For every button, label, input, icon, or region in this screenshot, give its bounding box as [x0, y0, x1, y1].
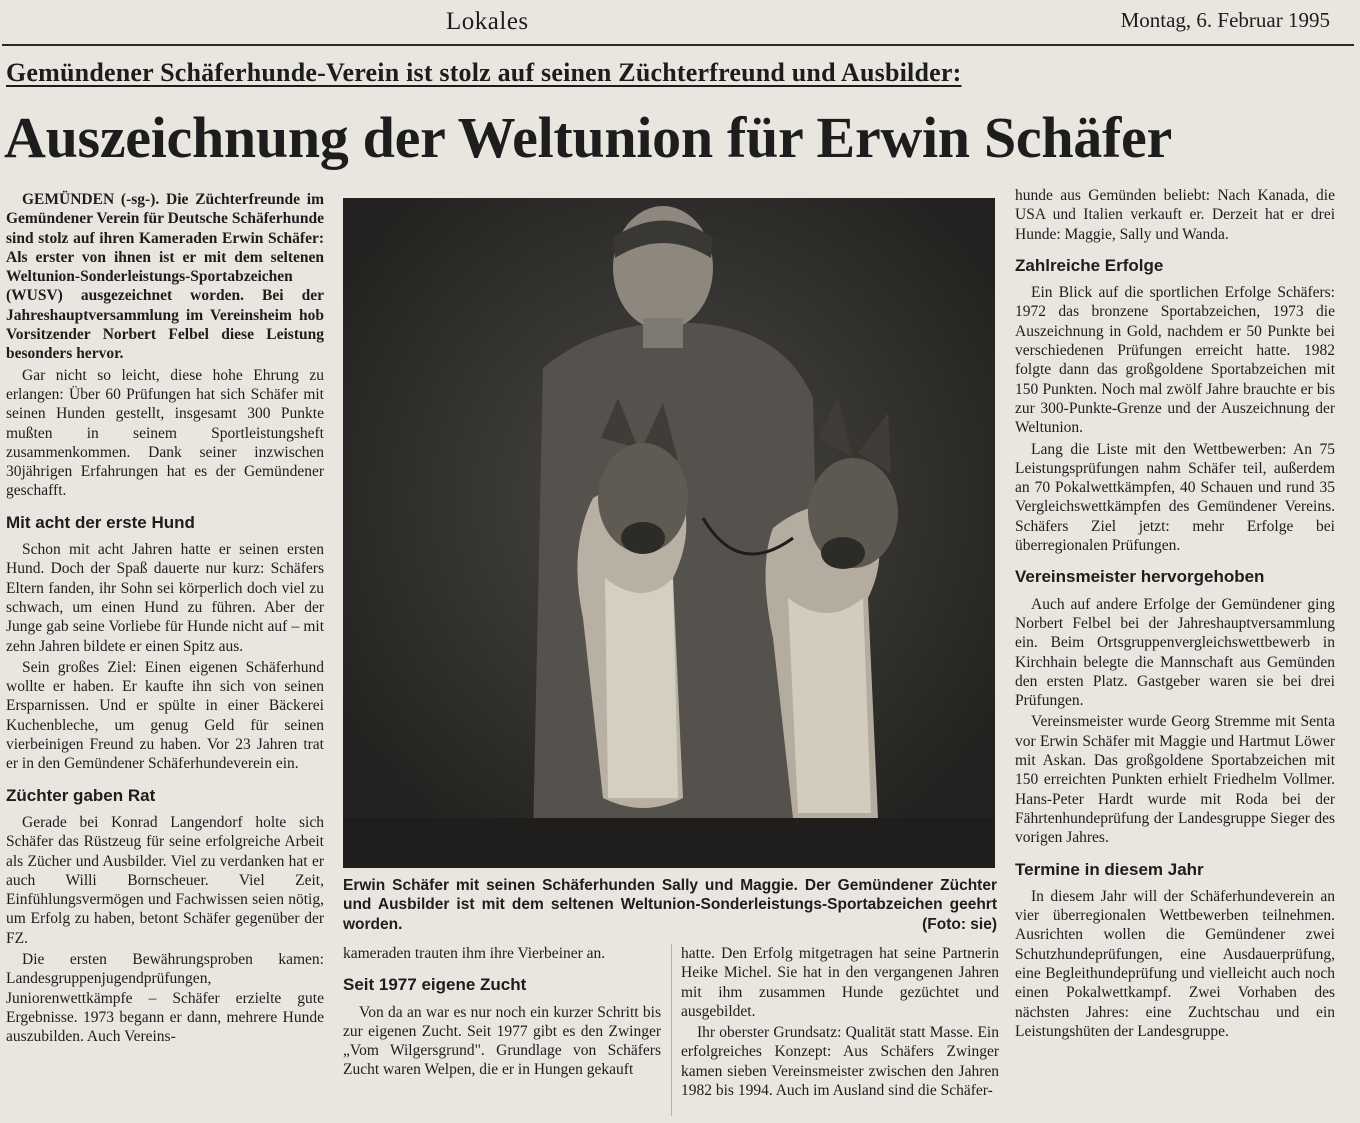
main-headline: Auszeichnung der Weltunion für Erwin Schäfer [4, 105, 1172, 170]
lead-paragraph: GEMÜNDEN (-sg-). Die Züchterfreunde im Gemündener Verein für Deutsche Schäferhunde sind stolz auf ihren Kameraden Erwin Schäfer: Als erster von ihnen ist er mit dem seltenen Weltunion-Sonderleistungs-Sportabzeichen (WUSV) ausgezeichnet worden. Bei der Jahreshauptversammlung im Vereinsheim hob Vorsitzender Norbert Felbel diese Leistung besonders hervor. [6, 191, 324, 363]
top-rule [2, 44, 1354, 46]
paragraph: Vereinsmeister wurde Georg Stremme mit Senta vor Erwin Schäfer mit Maggie und Hartmut Löwer mit Askan. Das großgoldene Sportabzeichen mit 150 erreichten Punkten erhielt Friedhelm Vollmer. Hans-Peter Hardt wurde mit Roda bei der Fährtenhundeprüfung der Landesgruppe Sieger des vorigen Jahres. [1015, 713, 1335, 847]
paragraph: kameraden trauten ihm ihre Vierbeiner an. [343, 945, 606, 962]
paragraph: Sein großes Ziel: Einen eigenen Schäferhund wollte er haben. Er kaufte ihn sich von seinen Ersparnissen. Und er spülte in einer Bäckerei Kuchenbleche, um genug Geld für seinen vierbeinigen Freund zu haben. Vor 23 Jahren trat er in den Gemündener Schäferhundeverein ein. [6, 658, 324, 773]
paragraph: Von da an war es nur noch ein kurzer Schritt bis zur eigenen Zucht. Seit 1977 gibt es den Zwinger „Vom Wilgersgrund". Grundlage von Schäfers Zucht waren Welpen, die er in Hungen gekauft [343, 1003, 661, 1079]
article-column-4 [1015, 186, 1335, 1043]
paragraph: Auch auf andere Erfolge der Gemündener ging Norbert Felbel bei der Jahreshauptversammlung ein. Beim Ortsgruppenvergleichswettbewerb in Kirchhain belegte die Mannschaft aus Gemünden den ersten Platz. Gastgeber waren sie bei drei Prüfungen. [1015, 595, 1335, 710]
article-column-3 [681, 944, 999, 1102]
paragraph: In diesem Jahr will der Schäferhundeverein an vier überregionalen Wettbewerben teilnehmen. Ausrichten wollen die Gemündener zwei Schutzhundeprüfungen, eine Ausdauerprüfung, eine Begleithundeprüfung und vielleicht auch noch einen Pokalwettkampf. Zwei Vorhaben des nächsten Jahres: eine Zuchtschau und ein Leistungshüten der Landesgruppe. [1015, 887, 1335, 1040]
article-column-1 [6, 190, 324, 1048]
subheading: Mit acht der erste Hund [6, 512, 195, 532]
kicker-headline: Gemündener Schäferhunde-Verein ist stolz auf seinen Züchterfreund und Ausbilder: [6, 58, 962, 87]
paragraph: hatte. Den Erfolg mitgetragen hat seine Partnerin Heike Michel. Sie hat in den vergangenen Jahren mit ihm zusammen Hunde gezüchtet und ausgebildet. [681, 945, 999, 1020]
article-column-2 [343, 944, 661, 1082]
column-divider [671, 944, 672, 1116]
paragraph: Ein Blick auf die sportlichen Erfolge Schäfers: 1972 das bronzene Sportabzeichen, 1973 die Auszeichnung in Gold, nachdem er 50 Punkte bei verschiedenen Prüfungen erreicht hatte. 1982 folgte dann das großgoldene Sportabzeichen mit 150 Punkten. Noch mal zwölf Jahre brauchte er bis zur 300-Punkte-Grenze und der Auszeichnung der Weltunion. [1015, 284, 1335, 437]
issue-date: Montag, 6. Februar 1995 [1120, 8, 1330, 32]
photo-man-with-two-shepherd-dogs [343, 198, 995, 868]
paragraph: Lang die Liste mit den Wettbewerben: An 75 Leistungsprüfungen nahm Schäfer teil, außerdem an 70 Pokalwettkämpfen, 40 Schauen und rund 35 Vergleichswettkämpfen des Gemündener Vereins. Schäfers Ziel jetzt: mehr Erfolge bei überregionalen Prüfungen. [1015, 440, 1335, 555]
subheading: Zahlreiche Erfolge [1015, 255, 1164, 275]
subheading: Termine in diesem Jahr [1015, 859, 1204, 879]
paragraph: Schon mit acht Jahren hatte er seinen ersten Hund. Doch der Spaß dauerte nur kurz: Schäfers Eltern fanden, ihr Sohn sei körperlich doch viel zu schwach, um einen Hund zu führen. Aber der Junge gab seine Vorliebe für Hunde nicht auf – mit zehn Jahren bildete er einen Spitz aus. [6, 541, 324, 655]
paragraph: Gar nicht so leicht, diese hohe Ehrung zu erlangen: Über 60 Prüfungen hat sich Schäfer mit seinen Hunden gestellt, insgesamt 300 Punkte mußten in seinem Sportleistungsheft zusammenkommen. Dank seiner inzwischen 30jährigen Erfahrungen hat es der Gemündener geschafft. [6, 366, 324, 500]
photo-caption [343, 876, 997, 934]
paragraph: Gerade bei Konrad Langendorf holte sich Schäfer das Rüstzeug für seine erfolgreiche Arbeit als Zücher und Ausbilder. Viel zu verdanken hat er auch Willi Bornscheuer. Viel Zeit, Einfühlungsvermögen und Fachwissen seien nötig, um Erfolg zu haben, betont Schäfer gegenüber der FZ. [6, 813, 324, 947]
paragraph: hunde aus Gemünden beliebt: Nach Kanada, die USA und Italien verkauft er. Derzeit hat er drei Hunde: Maggie, Sally und Wanda. [1015, 187, 1335, 243]
section-label: Lokales [446, 8, 529, 35]
article-photo [343, 198, 995, 868]
caption-text: Erwin Schäfer mit seinen Schäferhunden Sally und Maggie. Der Gemündener Züchter und Ausbilder ist mit dem seltenen Weltunion-Sonderleistungs-Sportabzeichen geehrt worden. [343, 877, 997, 933]
subheading: Vereinsmeister hervorgehoben [1015, 567, 1265, 587]
paragraph: Die ersten Bewährungsproben kamen: Landesgruppenjugendprüfungen, Juniorenwettkämpfe – Schäfer erzielte gute Ergebnisse. 1973 begann er dann, mehrere Hunde auszubilden. Auch Vereins- [6, 950, 324, 1046]
paragraph: Ihr oberster Grundsatz: Qualität statt Masse. Ein erfolgreiches Konzept: Aus Schäfers Zwinger kamen sieben Vereinsmeister zwischen den Jahren 1982 bis 1994. Auch im Ausland sind die Schäfer- [681, 1024, 999, 1100]
subheading: Züchter gaben Rat [6, 785, 156, 805]
photo-credit: (Foto: sie) [922, 915, 997, 933]
subheading: Seit 1977 eigene Zucht [343, 975, 527, 995]
